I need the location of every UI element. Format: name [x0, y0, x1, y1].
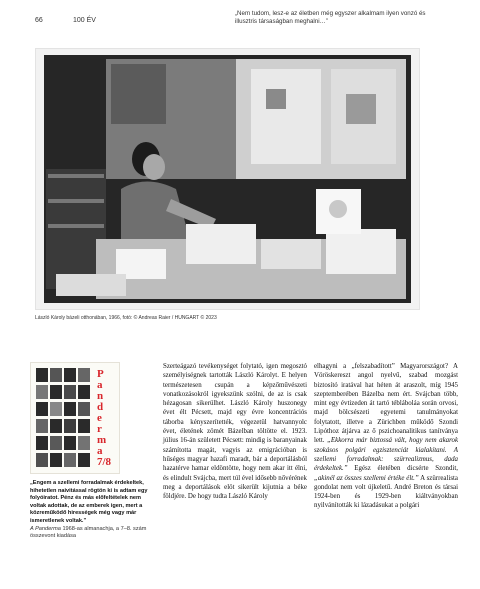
column-1-text: Szerteágazó tevékenységet folytató, igen megosztó személyiségnek tartották László Károlyt. E helyen természetesen csupán a képzőművészeti vonatkozásokról igyekszünk szólni, de az is csak hézagosan sikerülhet. László Károly huszonegy évet élt Pécsett, majd egy évre koncentrációs táborba kényszerítették, végezetül hatvannyolc évet, életének zömét Bázelban töltötte el. 1923. július 16-án született Pécsett: mindig is baranyainak számította magát, vagyis az emigrációban is hűséges magyar hazafi maradt, bár a deportálásból hazatérve hamar eldöntötte, hogy nem akar itt élni, és elindult Svájcba, mert túl ével idősebb nővérének meg a deportálások elöt sikerült kijutnia a béke földjére. De hogy tudta László Károly	[163, 363, 307, 501]
svg-text:r: r	[97, 423, 102, 435]
magazine-cover-image	[30, 362, 120, 474]
column-2-text-2: Egész életében dicsérte Szondit,	[347, 465, 458, 473]
column-2-paragraph	[314, 362, 458, 511]
section-title: 100 ÉV	[73, 17, 96, 24]
column-2-italic-quote-1: „Ekkorra már biztossá vált, hogy nem akarok szokásos polgári egzisztenciát kialakítani. A szellemi forradalmak: szürrealizmus, dada érdekeltek.”	[314, 437, 458, 473]
svg-text:d: d	[97, 401, 104, 413]
column-2-italic-quote-2: „akinél az összes szellemi értéke élt.”	[314, 474, 419, 482]
svg-text:e: e	[97, 412, 102, 424]
sidebar-quote-box	[30, 480, 153, 540]
svg-text:n: n	[97, 390, 104, 402]
column-2-text-3: A szürrealista gondolat nem volt újkeletű. André Breton és társai 1924-ben és 1929-ben kiáltványokban nyilvánították ki lázadásukat a polgári	[314, 474, 458, 510]
magazine-note-text: 1968-as almanachja, a 7–8. szám összevont kiadása	[30, 525, 147, 539]
svg-text:a: a	[97, 379, 103, 391]
column-2-text-1: elhagyni a „felszabadított” Magyarországot? A Vöröskereszt angol nyelvű, szabad mozgást biztosító iratával hat héten át araszolt, míg 1945 szeptemberében Bázelba nem ért. Svájcban több, mint egy évtizeden át tartó tébláboláa során orvosi, majd bölcsészeti egyetemi tanulmányokat folytatott, illetve a Zürichben működő Szondi Lipóthoz átjárva az ő pszichoanalitikus tanítványa lett.	[314, 363, 458, 445]
photo-caption: László Károly bázeli otthonában, 1966, fotó: © Andreas Raier / HUNGART © 2023	[35, 315, 217, 321]
magazine-note	[30, 526, 153, 540]
svg-text:m: m	[97, 434, 107, 446]
svg-text:7/8: 7/8	[97, 456, 112, 468]
page-number: 66	[35, 17, 43, 24]
magazine-note-title: A Panderma	[30, 525, 61, 532]
header-quote: „Nem tudom, lesz-e az életben még egyszer alkalmam ilyen vonzó és illusztris társaságban meghalni…”	[235, 10, 426, 25]
sidebar-quote: „Engem a szellemi forradalmak érdekeltek, hihetetlen naivitással rögtön ki is adtam egy folyóiratot. Pénz és más előfeltételek nem voltak adottak, de az emberek igen, mert a közreműködő hirességek még vagy már ismeretlenek voltak.”	[30, 480, 148, 524]
svg-text:P: P	[97, 368, 104, 380]
svg-text:a: a	[97, 445, 103, 457]
article-column-2	[314, 362, 458, 511]
portrait-photo	[35, 48, 420, 310]
article-column-1	[163, 362, 307, 501]
